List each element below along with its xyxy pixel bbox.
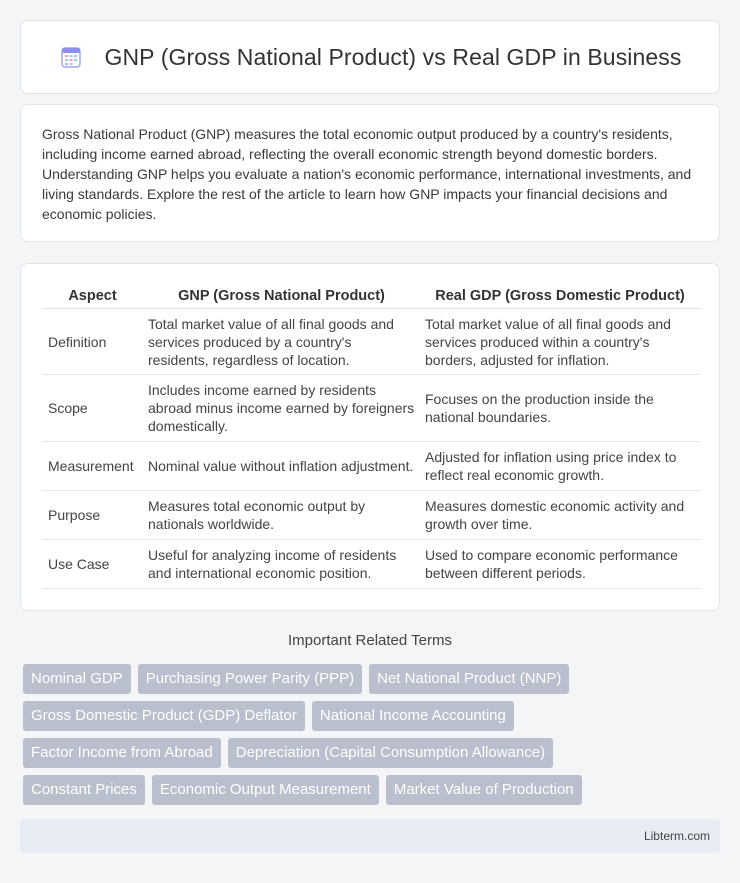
tag-purchasing-power-parity[interactable]: Purchasing Power Parity (PPP) — [138, 664, 362, 694]
aspect-cell: Scope — [42, 375, 143, 442]
tag-row — [23, 664, 723, 694]
table-row — [42, 375, 700, 442]
tag-market-value-of-production[interactable]: Market Value of Production — [386, 775, 582, 805]
column-header-gnp: GNP (Gross National Product) — [143, 282, 420, 309]
footer — [20, 819, 720, 853]
tag-factor-income-from-abroad[interactable]: Factor Income from Abroad — [23, 738, 221, 768]
intro-card — [20, 104, 720, 242]
tag-gdp-deflator[interactable]: Gross Domestic Product (GDP) Deflator — [23, 701, 305, 731]
table-row — [42, 491, 700, 540]
aspect-cell: Purpose — [42, 491, 143, 540]
comparison-table-card — [20, 263, 720, 611]
document-icon — [58, 44, 84, 70]
table-row — [42, 309, 700, 375]
comparison-table — [42, 282, 700, 589]
intro-paragraph: Gross National Product (GNP) measures the total economic output produced by a country's residents, including income earned abroad, reflecting the overall economic strength beyond domestic borders. Understanding GNP helps you evaluate a nation's economic performance, international investments, and living standards. Explore the rest of the article to learn how GNP impacts your financial decisions and economic policies. — [42, 126, 692, 222]
tag-row — [23, 775, 723, 805]
table-header-row — [42, 282, 700, 309]
footer-brand-link[interactable]: Libterm.com — [643, 829, 710, 843]
tag-national-income-accounting[interactable]: National Income Accounting — [312, 701, 514, 731]
tag-economic-output-measurement[interactable]: Economic Output Measurement — [152, 775, 379, 805]
page-title: GNP (Gross National Product) vs Real GDP in Business — [104, 43, 682, 70]
gnp-cell: Nominal value without inflation adjustment. — [143, 442, 420, 491]
aspect-cell: Use Case — [42, 540, 143, 589]
title-card — [20, 20, 720, 94]
real-gdp-cell: Adjusted for inflation using price index to reflect real economic growth. — [420, 442, 700, 491]
gnp-cell: Total market value of all final goods and services produced by a country's residents, regardless of location. — [143, 309, 420, 375]
gnp-cell: Measures total economic output by nationals worldwide. — [143, 491, 420, 540]
tag-depreciation[interactable]: Depreciation (Capital Consumption Allowance) — [228, 738, 553, 768]
real-gdp-cell: Measures domestic economic activity and growth over time. — [420, 491, 700, 540]
tag-nominal-gdp[interactable]: Nominal GDP — [23, 664, 131, 694]
gnp-cell: Includes income earned by residents abroad minus income earned by foreigners domestically. — [143, 375, 420, 442]
tag-constant-prices[interactable]: Constant Prices — [23, 775, 145, 805]
gnp-cell: Useful for analyzing income of residents and international economic position. — [143, 540, 420, 589]
table-row — [42, 540, 700, 589]
real-gdp-cell: Used to compare economic performance between different periods. — [420, 540, 700, 589]
aspect-cell: Measurement — [42, 442, 143, 491]
aspect-cell: Definition — [42, 309, 143, 375]
related-terms-list — [23, 664, 723, 812]
column-header-real-gdp: Real GDP (Gross Domestic Product) — [420, 282, 700, 309]
tag-row — [23, 701, 723, 731]
tag-net-national-product[interactable]: Net National Product (NNP) — [369, 664, 569, 694]
column-header-aspect: Aspect — [42, 282, 143, 309]
related-terms-heading: Important Related Terms — [288, 632, 452, 649]
tag-row — [23, 738, 723, 768]
table-row — [42, 442, 700, 491]
real-gdp-cell: Total market value of all final goods and services produced within a country's borders, adjusted for inflation. — [420, 309, 700, 375]
real-gdp-cell: Focuses on the production inside the national boundaries. — [420, 375, 700, 442]
